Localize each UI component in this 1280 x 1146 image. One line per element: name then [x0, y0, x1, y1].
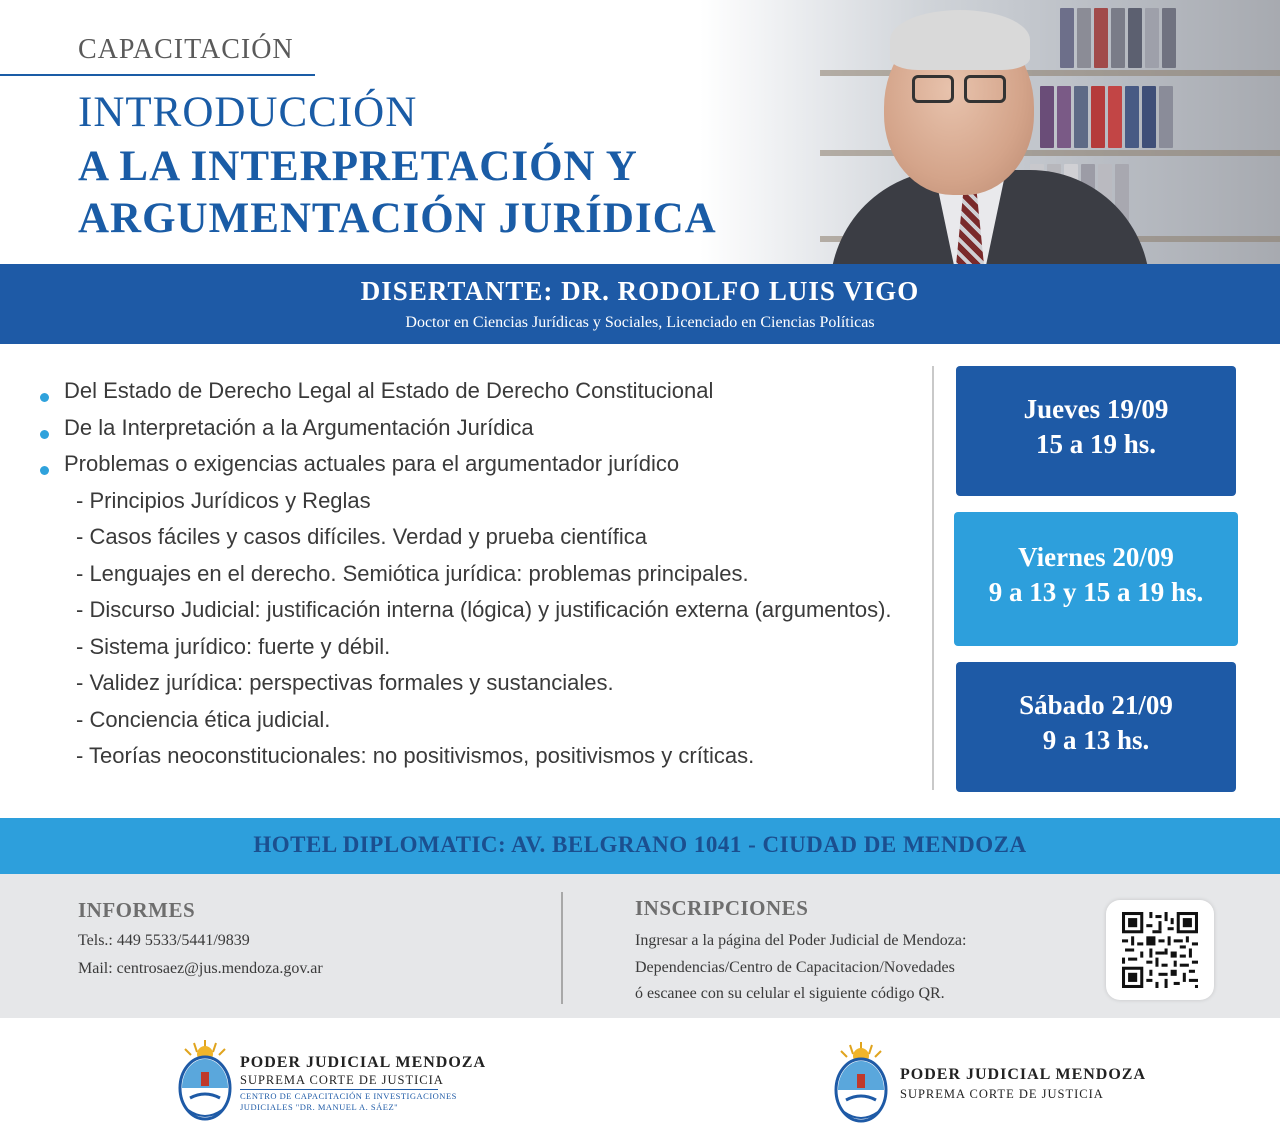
schedule-time: 9 a 13 hs. — [1042, 725, 1150, 755]
info-divider — [561, 892, 563, 1004]
location-text: HOTEL DIPLOMATIC: AV. BELGRANO 1041 - CIUDAD DE MENDOZA — [253, 832, 1027, 857]
bullet-dot-icon — [40, 430, 49, 439]
schedule-time: 15 a 19 hs. — [1035, 429, 1157, 459]
subtopic-item: - Teorías neoconstitucionales: no positivismos, positivismos y críticas. — [76, 743, 755, 768]
subtopic-item: - Lenguajes en el derecho. Semiótica jurídica: problemas principales. — [76, 560, 749, 586]
footer-left-institution: PODER JUDICIAL MENDOZA — [240, 1054, 487, 1071]
inscripciones-line-1: Ingresar a la página del Poder Judicial de Mendoza: — [635, 932, 967, 949]
footer-left-rule — [240, 1089, 438, 1090]
subtopic-item: - Conciencia ética judicial. — [76, 706, 331, 732]
informes-mail[interactable]: Mail: centrosaez@jus.mendoza.gov.ar — [78, 960, 323, 977]
schedule-day: Jueves 19/09 — [1023, 394, 1169, 424]
inscripciones-line-2: Dependencias/Centro de Capacitacion/Novedades — [635, 959, 955, 976]
footer — [0, 1018, 1280, 1146]
subtopic-item: - Sistema jurídico: fuerte y débil. — [76, 633, 391, 659]
inscripciones-heading: INSCRIPCIONES — [635, 896, 809, 920]
kicker-underline — [0, 74, 315, 76]
bullet-dot-icon — [40, 393, 49, 402]
speaker-hair — [890, 10, 1030, 70]
subtopic-item: - Discurso Judicial: justificación interna (lógica) y justificación externa (argumentos). — [76, 597, 892, 622]
footer-left-center-2: JUDICIALES "DR. MANUEL A. SÁEZ" — [240, 1102, 399, 1112]
speaker-name: DISERTANTE: DR. RODOLFO LUIS VIGO — [360, 276, 920, 306]
footer-right-institution: PODER JUDICIAL MENDOZA — [900, 1066, 1147, 1083]
inscripciones-line-3: ó escanee con su celular el siguiente código QR. — [635, 985, 945, 1002]
title-line-2: A LA INTERPRETACIÓN Y — [78, 143, 638, 190]
topics-list — [40, 378, 930, 780]
qr-code-icon — [1122, 912, 1198, 988]
location-band — [0, 818, 1280, 874]
qr-code[interactable] — [1106, 900, 1214, 1000]
schedule-day: Viernes 20/09 — [1018, 542, 1174, 572]
schedule-card-friday — [954, 512, 1238, 646]
schedule-card-thursday — [956, 366, 1236, 496]
topic-item: Problemas o exigencias actuales para el argumentador jurídico — [40, 451, 930, 488]
speaker-band — [0, 264, 1280, 344]
header — [0, 0, 1280, 264]
bullet-dot-icon — [40, 466, 49, 475]
footer-left-center-1: CENTRO DE CAPACITACIÓN E INVESTIGACIONES — [240, 1091, 457, 1101]
schedule-card-saturday — [956, 662, 1236, 792]
subtopic-item: - Validez jurídica: perspectivas formales y sustanciales. — [76, 670, 614, 695]
title-line-3: ARGUMENTACIÓN JURÍDICA — [78, 195, 717, 242]
topic-item: Del Estado de Derecho Legal al Estado de Derecho Constitucional — [40, 378, 930, 415]
subtopic-item: - Casos fáciles y casos difíciles. Verdad y prueba científica — [76, 524, 648, 549]
subtopic-item: - Principios Jurídicos y Reglas — [76, 487, 371, 513]
footer-right-court: SUPREMA CORTE DE JUSTICIA — [900, 1087, 1104, 1101]
mendoza-seal-icon — [832, 1040, 890, 1126]
informes-heading: INFORMES — [78, 898, 196, 922]
informes-phones: Tels.: 449 5533/5441/9839 — [78, 932, 250, 949]
speaker-glasses — [912, 75, 1012, 105]
topic-item: De la Interpretación a la Argumentación Jurídica — [40, 415, 930, 452]
schedule-day: Sábado 21/09 — [1019, 690, 1173, 720]
content-divider — [932, 366, 934, 790]
info-section — [0, 874, 1280, 1018]
title-line-1: INTRODUCCIÓN — [78, 89, 418, 136]
footer-left-court: SUPREMA CORTE DE JUSTICIA — [240, 1073, 444, 1087]
mendoza-seal-icon — [176, 1038, 234, 1124]
schedule-time: 9 a 13 y 15 a 19 hs. — [988, 577, 1204, 607]
speaker-credentials: Doctor en Ciencias Jurídicas y Sociales, Licenciado en Ciencias Políticas — [405, 314, 875, 331]
kicker-label: CAPACITACIÓN — [78, 34, 294, 65]
